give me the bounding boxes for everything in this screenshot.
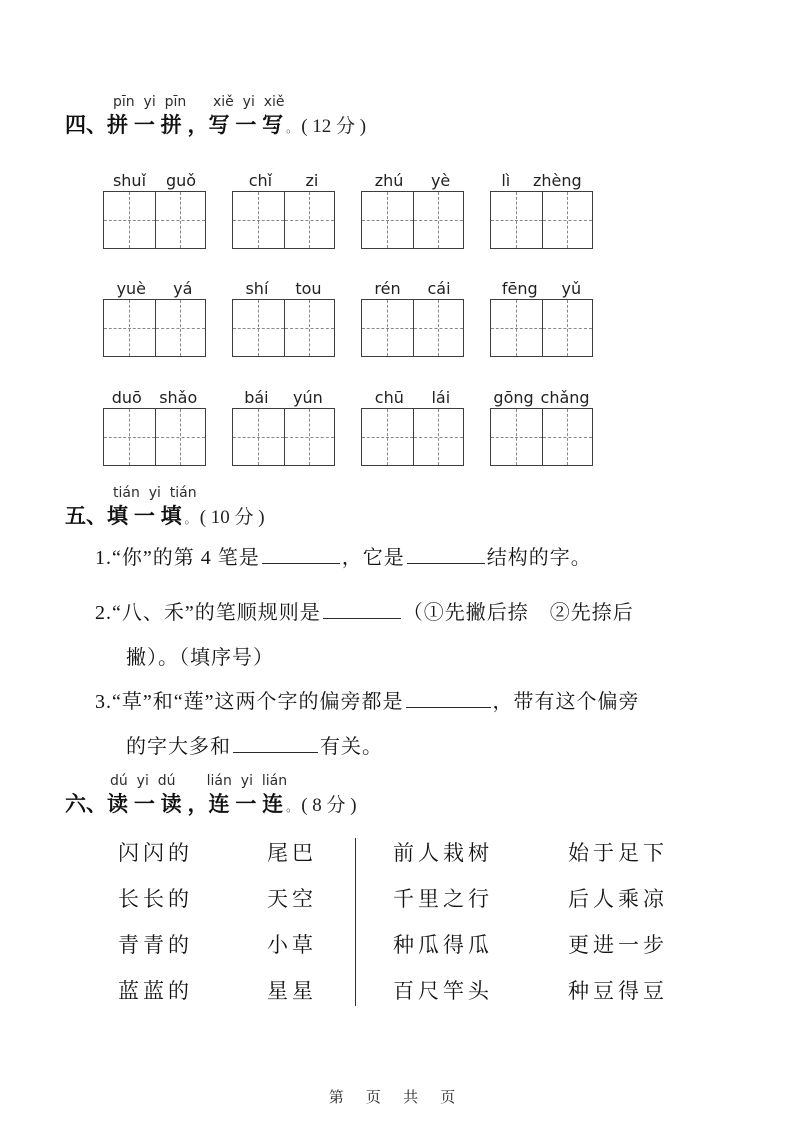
pinyin-syllable: bái (244, 388, 269, 407)
pinyin-syllable: chū (374, 388, 404, 407)
writing-grid[interactable] (490, 191, 593, 249)
grid-cell[interactable] (284, 300, 335, 356)
pinyin-syllable: shǎo (159, 388, 198, 407)
connect-left-item[interactable]: 闪闪的 (118, 841, 193, 865)
writing-grid[interactable] (232, 408, 335, 466)
pinyin-syllable: yǔ (561, 279, 582, 298)
pinyin-syllable: yè (430, 171, 451, 190)
section5-number: 五、 (65, 505, 107, 528)
pinyin-syllable: zi (305, 171, 319, 190)
grid-cell[interactable] (362, 192, 413, 248)
connect-divider-line (355, 838, 356, 1006)
pinyin-syllable: lái (431, 388, 451, 407)
section5-title (65, 502, 265, 532)
question-2 (95, 598, 745, 673)
pinyin-syllable: fēng (501, 279, 538, 298)
grid-cell[interactable] (104, 192, 155, 248)
writing-grid[interactable] (103, 191, 206, 249)
writing-grid[interactable] (361, 191, 464, 249)
connect-right-item[interactable]: 种豆得豆 (568, 979, 668, 1003)
grid-cell[interactable] (284, 409, 335, 465)
pinyin-label (361, 383, 464, 407)
grid-cell[interactable] (542, 300, 593, 356)
section4-title (65, 111, 366, 141)
pinyin-syllable: shí (245, 279, 269, 298)
grid-cell[interactable] (155, 409, 206, 465)
grid-cell[interactable] (104, 300, 155, 356)
connect-left-item[interactable]: 百尺竿头 (393, 979, 493, 1003)
pinyin-label (103, 274, 206, 298)
pinyin-label (232, 383, 335, 407)
pinyin-syllable: yún (293, 388, 323, 407)
grid-cell[interactable] (362, 409, 413, 465)
grid-cell[interactable] (155, 192, 206, 248)
section5-label: 填 一 填 (107, 505, 182, 528)
pinyin-label (103, 383, 206, 407)
pinyin-label (103, 166, 206, 190)
section4-label: 拼 一 拼 ，写 一 写 (107, 114, 284, 137)
question-2-line-1 (95, 598, 745, 628)
grid-cell[interactable] (491, 300, 542, 356)
word-group-fengyu (490, 274, 593, 357)
section5-header (65, 484, 265, 532)
word-group-rencai (361, 274, 464, 357)
question-2-line-2 (95, 643, 745, 673)
connect-right-item[interactable]: 小草 (267, 933, 317, 957)
writing-grid[interactable] (103, 408, 206, 466)
word-group-shuiguo (103, 166, 206, 249)
connect-right-item[interactable]: 星星 (267, 979, 317, 1003)
section6-score: ( 8 分 ) (301, 795, 357, 816)
writing-grid[interactable] (232, 299, 335, 357)
section6-label: 读 一 读 ，连 一 连 (107, 793, 284, 816)
connect-left-item[interactable]: 千里之行 (393, 887, 493, 911)
pinyin-syllable: lì (501, 171, 511, 190)
question-1 (95, 543, 745, 573)
section5-pinyin: tián yi tián (113, 485, 197, 501)
grid-cell[interactable] (362, 300, 413, 356)
grid-cell[interactable] (413, 192, 464, 248)
grid-cell[interactable] (542, 409, 593, 465)
q3-text-post: 有关。 (320, 736, 383, 758)
grid-cell[interactable] (413, 409, 464, 465)
pinyin-syllable: yá (173, 279, 193, 298)
grid-cell[interactable] (233, 192, 284, 248)
connect-right-item[interactable]: 尾巴 (267, 841, 317, 865)
connect-left-item[interactable]: 前人栽树 (393, 841, 493, 865)
section4-number: 四、 (65, 114, 107, 137)
writing-grid[interactable] (103, 299, 206, 357)
grid-cell[interactable] (542, 192, 593, 248)
pinyin-syllable: shuǐ (112, 171, 147, 190)
question-3-line-2 (95, 732, 745, 762)
connect-right-item[interactable]: 更进一步 (568, 933, 668, 957)
word-group-shitou (232, 274, 335, 357)
pinyin-syllable: zhèng (532, 171, 582, 190)
section6-period: 。 (286, 800, 299, 814)
q2-text-options: （①先撇后捺 ②先捺后 (402, 602, 634, 624)
section4-period: 。 (286, 121, 299, 135)
pinyin-label (361, 166, 464, 190)
pinyin-syllable: yuè (116, 279, 147, 298)
word-group-lizheng (490, 166, 593, 249)
word-group-chulai (361, 383, 464, 466)
section6-header (65, 772, 357, 820)
pinyin-syllable: gōng (493, 388, 534, 407)
grid-cell[interactable] (284, 192, 335, 248)
q1-text-pre: 1.“你”的第 4 笔是 (95, 547, 260, 569)
word-group-gongchang (490, 383, 593, 466)
q3-text-pre: 3.“草”和“莲”这两个字的偏旁都是 (95, 691, 404, 713)
word-group-duoshao (103, 383, 206, 466)
pinyin-syllable: guǒ (165, 171, 197, 190)
connect-right-item[interactable]: 天空 (267, 887, 317, 911)
grid-cell[interactable] (233, 409, 284, 465)
question-3 (95, 687, 745, 762)
connect-left-item[interactable]: 蓝蓝的 (118, 979, 193, 1003)
connect-exercise (0, 830, 793, 1014)
word-group-chizi (232, 166, 335, 249)
q1-blank-2[interactable] (407, 546, 485, 564)
q3-text-mid: ，带有这个偏旁 (492, 691, 640, 713)
section6-number: 六、 (65, 793, 107, 816)
pinyin-syllable: rén (374, 279, 401, 298)
section5-period: 。 (184, 512, 197, 526)
pinyin-grid-row-2 (103, 274, 593, 357)
question-1-line (95, 543, 745, 573)
q3-blank-2[interactable] (233, 735, 318, 753)
grid-cell[interactable] (413, 300, 464, 356)
question-3-line-1 (95, 687, 745, 717)
section4-header (65, 93, 366, 141)
pinyin-label (490, 383, 593, 407)
section4-score: ( 12 分 ) (301, 116, 367, 137)
pinyin-syllable: cái (427, 279, 451, 298)
word-group-baiyun (232, 383, 335, 466)
pinyin-label (361, 274, 464, 298)
grid-cell[interactable] (491, 192, 542, 248)
grid-cell[interactable] (104, 409, 155, 465)
connect-left-item[interactable]: 青青的 (118, 933, 193, 957)
section4-pinyin: pīn yi pīn xiě yi xiě (113, 94, 285, 110)
pinyin-syllable: tou (295, 279, 322, 298)
q1-text-post: 结构的字。 (486, 547, 592, 569)
pinyin-grid-row-1 (103, 166, 593, 249)
connect-left-item[interactable]: 种瓜得瓜 (393, 933, 493, 957)
section5-score: ( 10 分 ) (199, 507, 265, 528)
pinyin-label (232, 166, 335, 190)
connect-right-item[interactable]: 始于足下 (568, 841, 668, 865)
connect-left-item[interactable]: 长长的 (118, 887, 193, 911)
pinyin-label (490, 166, 593, 190)
pinyin-syllable: zhú (374, 171, 404, 190)
grid-cell[interactable] (491, 409, 542, 465)
pinyin-syllable: chǐ (248, 171, 273, 190)
section6-pinyin: dú yi dú lián yi lián (110, 773, 288, 789)
writing-grid[interactable] (361, 299, 464, 357)
page-footer: 第 页 共 页 (328, 1089, 465, 1106)
grid-cell[interactable] (155, 300, 206, 356)
q1-text-mid: ，它是 (341, 547, 405, 569)
pinyin-label (490, 274, 593, 298)
q3-text-cont: 的字大多和 (126, 736, 231, 758)
writing-grid[interactable] (490, 408, 593, 466)
section6-title (65, 790, 357, 820)
grid-cell[interactable] (233, 300, 284, 356)
writing-grid[interactable] (232, 191, 335, 249)
pinyin-label (232, 274, 335, 298)
q1-blank-1[interactable] (262, 546, 340, 564)
word-group-yueya (103, 274, 206, 357)
q2-text-pre: 2.“八、禾”的笔顺规则是 (95, 602, 321, 624)
pinyin-syllable: duō (111, 388, 142, 407)
pinyin-syllable: chǎng (540, 388, 590, 407)
q2-text-cont: 撇）。（填序号） (126, 647, 274, 669)
pinyin-grid-row-3 (103, 383, 593, 466)
q2-blank[interactable] (323, 601, 401, 619)
q3-blank-1[interactable] (406, 690, 491, 708)
writing-grid[interactable] (490, 299, 593, 357)
writing-grid[interactable] (361, 408, 464, 466)
connect-right-item[interactable]: 后人乘凉 (568, 887, 668, 911)
word-group-zhuye (361, 166, 464, 249)
